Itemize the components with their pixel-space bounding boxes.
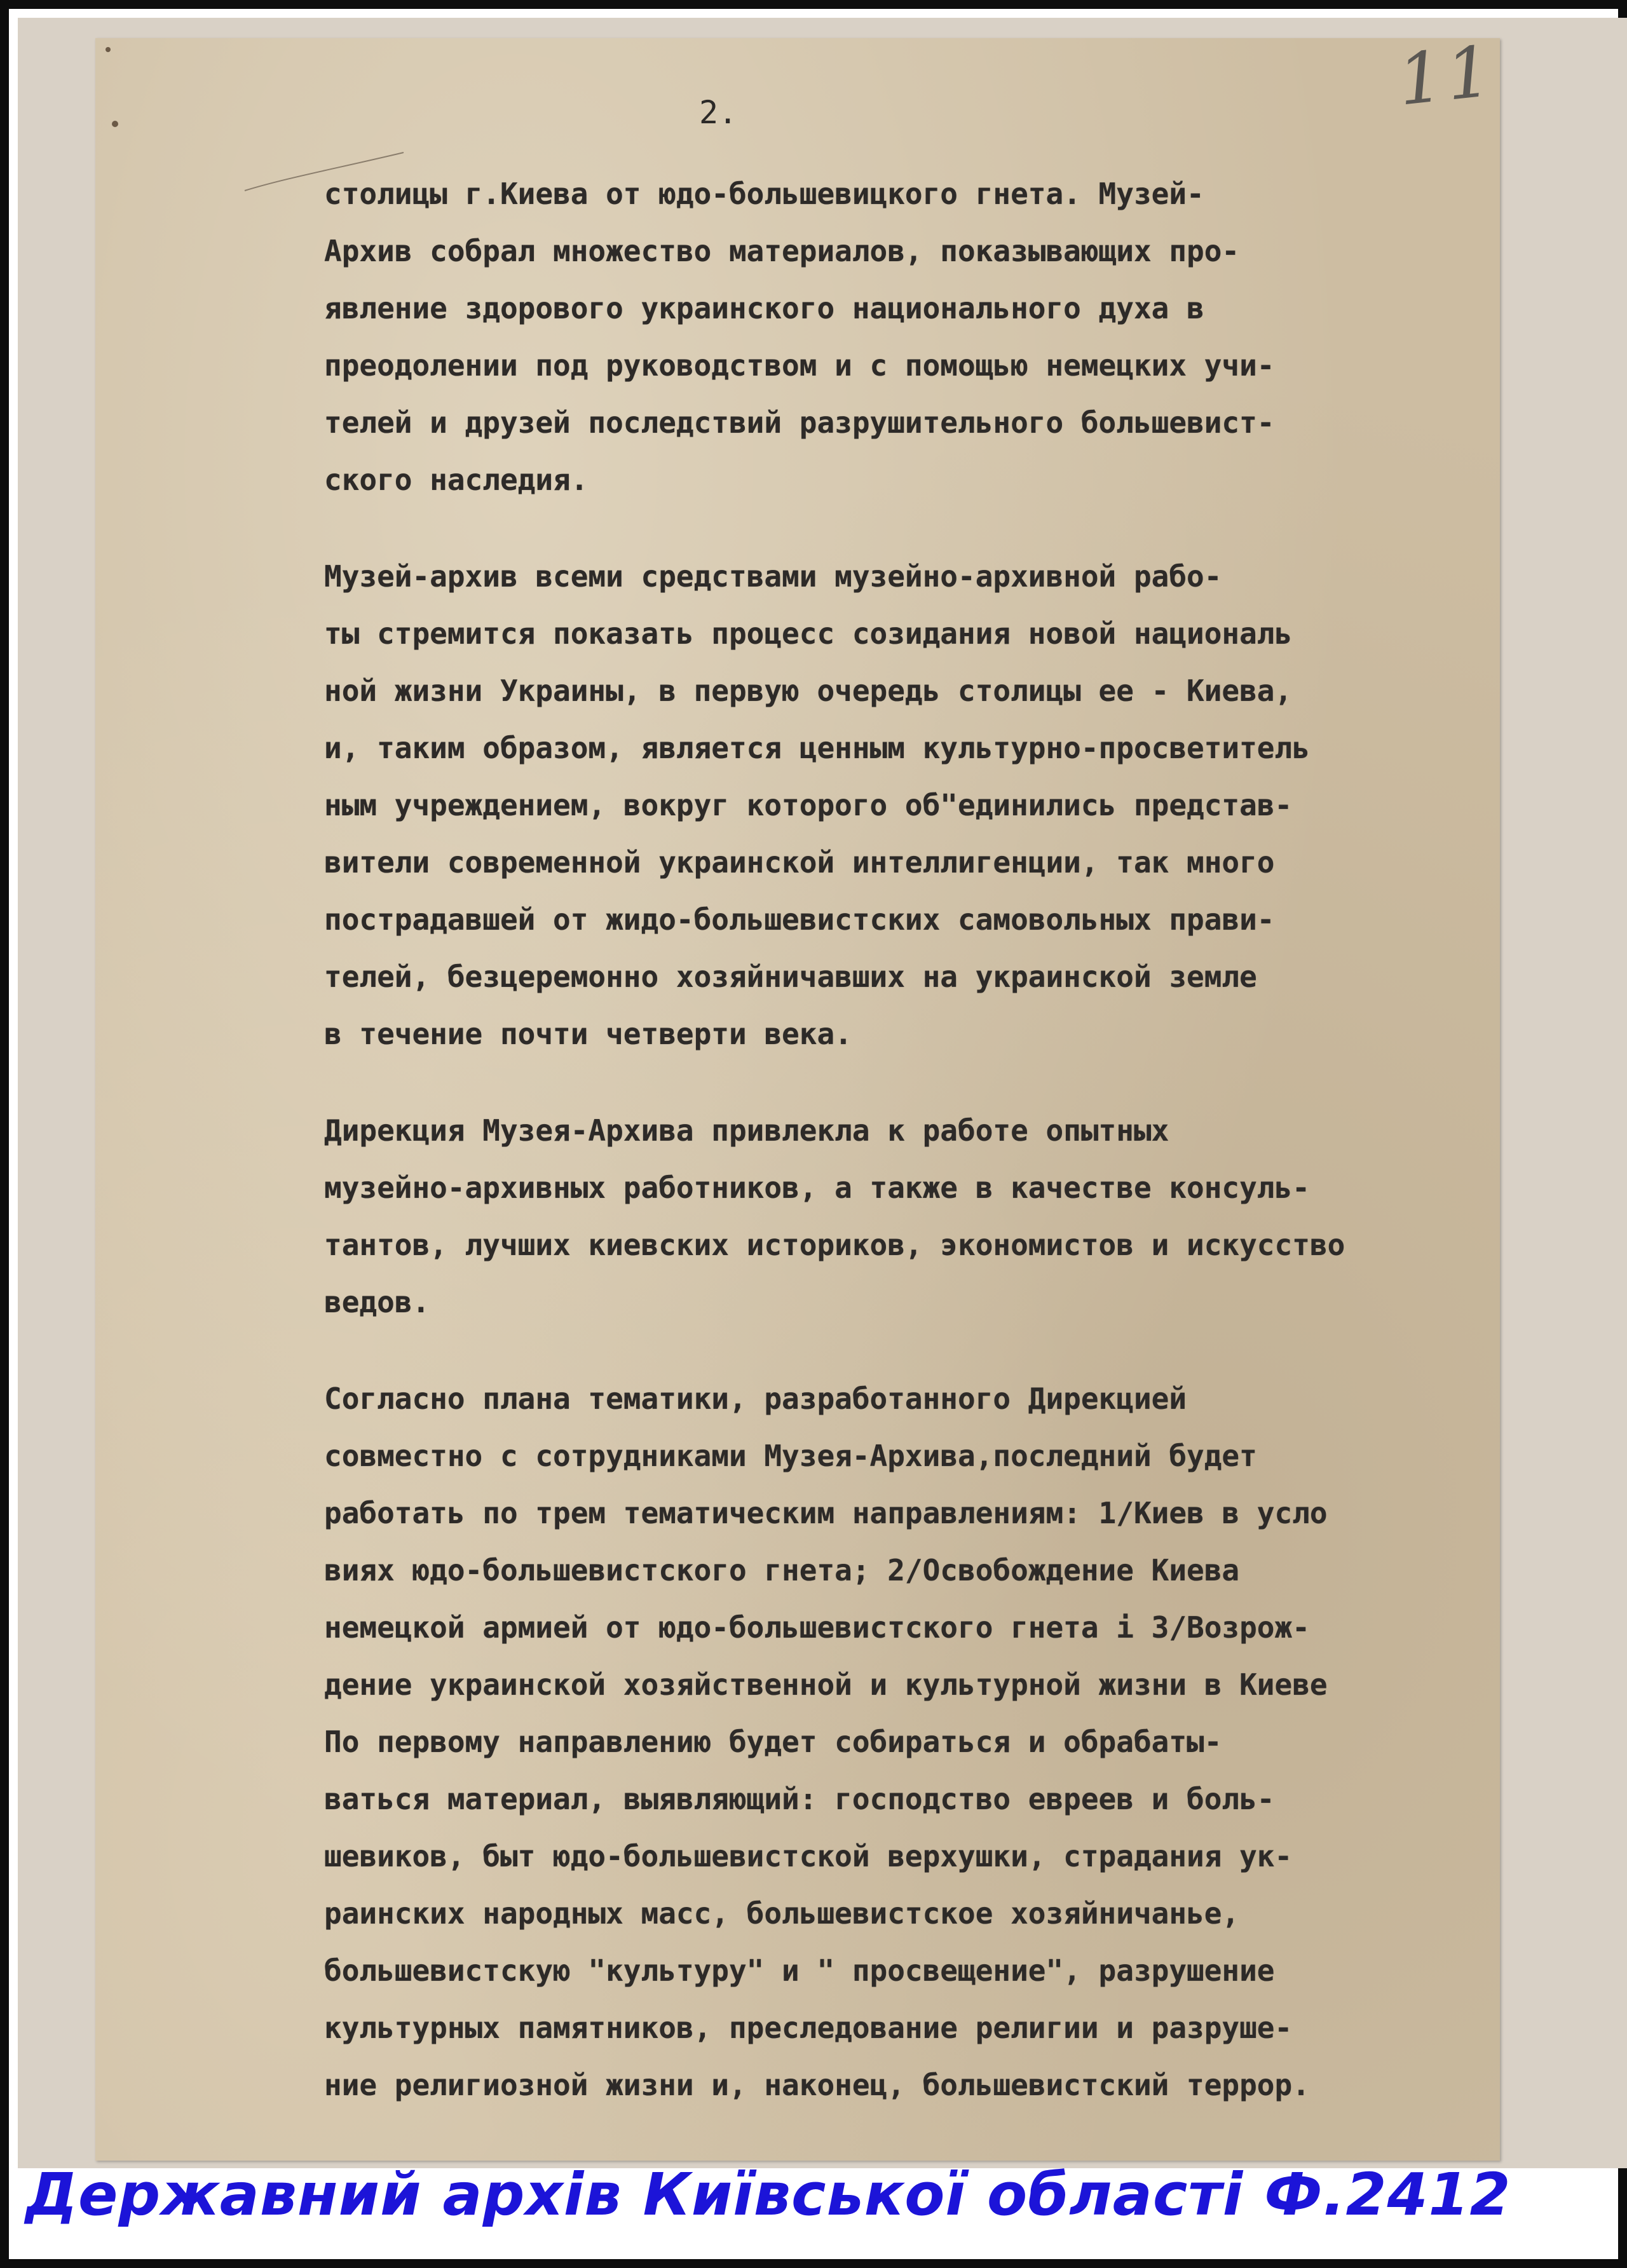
text-line: виях юдо-большевистского гнета; 2/Освобождение Киева [324,1553,1240,1587]
text-line: По первому направлению будет собираться и обрабаты- [324,1725,1222,1759]
text-line: большевистскую "культуру" и " просвещение", разрушение [324,1953,1275,1988]
archive-caption: Державний архів Київської області Ф.2412 [25,2161,1511,2229]
text-line: ского наследия. [324,463,589,497]
text-line: телей и друзей последствий разрушительного большевист- [324,405,1275,440]
text-line: ты стремится показать процесс созидания новой националь [324,616,1293,651]
text-line: Дирекция Музея-Архива привлекла к работе опытных [324,1113,1169,1148]
margin-dot-mark [106,47,111,52]
text-line: Согласно плана тематики, разработанного Дирекцией [324,1382,1187,1416]
text-line: тантов, лучших киевских историков, экономистов и искусство [324,1228,1345,1262]
text-line: ние религиозной жизни и, наконец, большевистский террор. [324,2068,1310,2102]
text-line: Музей-архив всеми средствами музейно-архивной рабо- [324,559,1222,594]
text-line: телей, безцеремонно хозяйничавших на украинской земле [324,960,1257,994]
text-line: работать по трем тематическим направлениям: 1/Киев в усло [324,1496,1328,1530]
text-line: столицы г.Киева от юдо-большевицкого гнета. Музей- [324,177,1204,211]
text-line: совместно с сотрудниками Музея-Архива,последний будет [324,1439,1257,1473]
text-line: раинских народных масс, большевистское хозяйничанье, [324,1896,1240,1931]
text-line: Архив собрал множество материалов, показывающих про- [324,234,1240,268]
text-line: шевиков, быт юдо-большевистской верхушки, страдания ук- [324,1839,1293,1873]
text-line: ным учреждением, вокруг которого об"единились представ- [324,788,1293,822]
text-line: вители современной украинской интеллигенции, так много [324,845,1275,879]
typewritten-text [324,165,1519,2114]
text-line: культурных памятников, преследование религии и разруше- [324,2011,1293,2045]
text-line: в течение почти четверти века. [324,1017,852,1051]
folio-number: 11 [1394,30,1499,121]
text-line: ведов. [324,1285,430,1319]
margin-dot-mark [112,121,118,127]
text-line: явление здорового украинского национального духа в [324,291,1204,325]
page-number: 2. [699,94,738,131]
text-line: преодолении под руководством и с помощью немецких учи- [324,348,1275,383]
text-line: и, таким образом, является ценным культурно-просветитель [324,731,1310,765]
text-line: пострадавшей от жидо-большевистских самовольных прави- [324,902,1275,937]
text-line: музейно-архивных работников, а также в качестве консуль- [324,1171,1310,1205]
text-line: дение украинской хозяйственной и культурной жизни в Киеве [324,1667,1328,1702]
text-line: ваться материал, выявляющий: господство евреев и боль- [324,1782,1275,1816]
text-line: немецкой армией от юдо-большевистского гнета і 3/Возрож- [324,1610,1310,1645]
text-line: ной жизни Украины, в первую очередь столицы ее - Киева, [324,674,1293,708]
